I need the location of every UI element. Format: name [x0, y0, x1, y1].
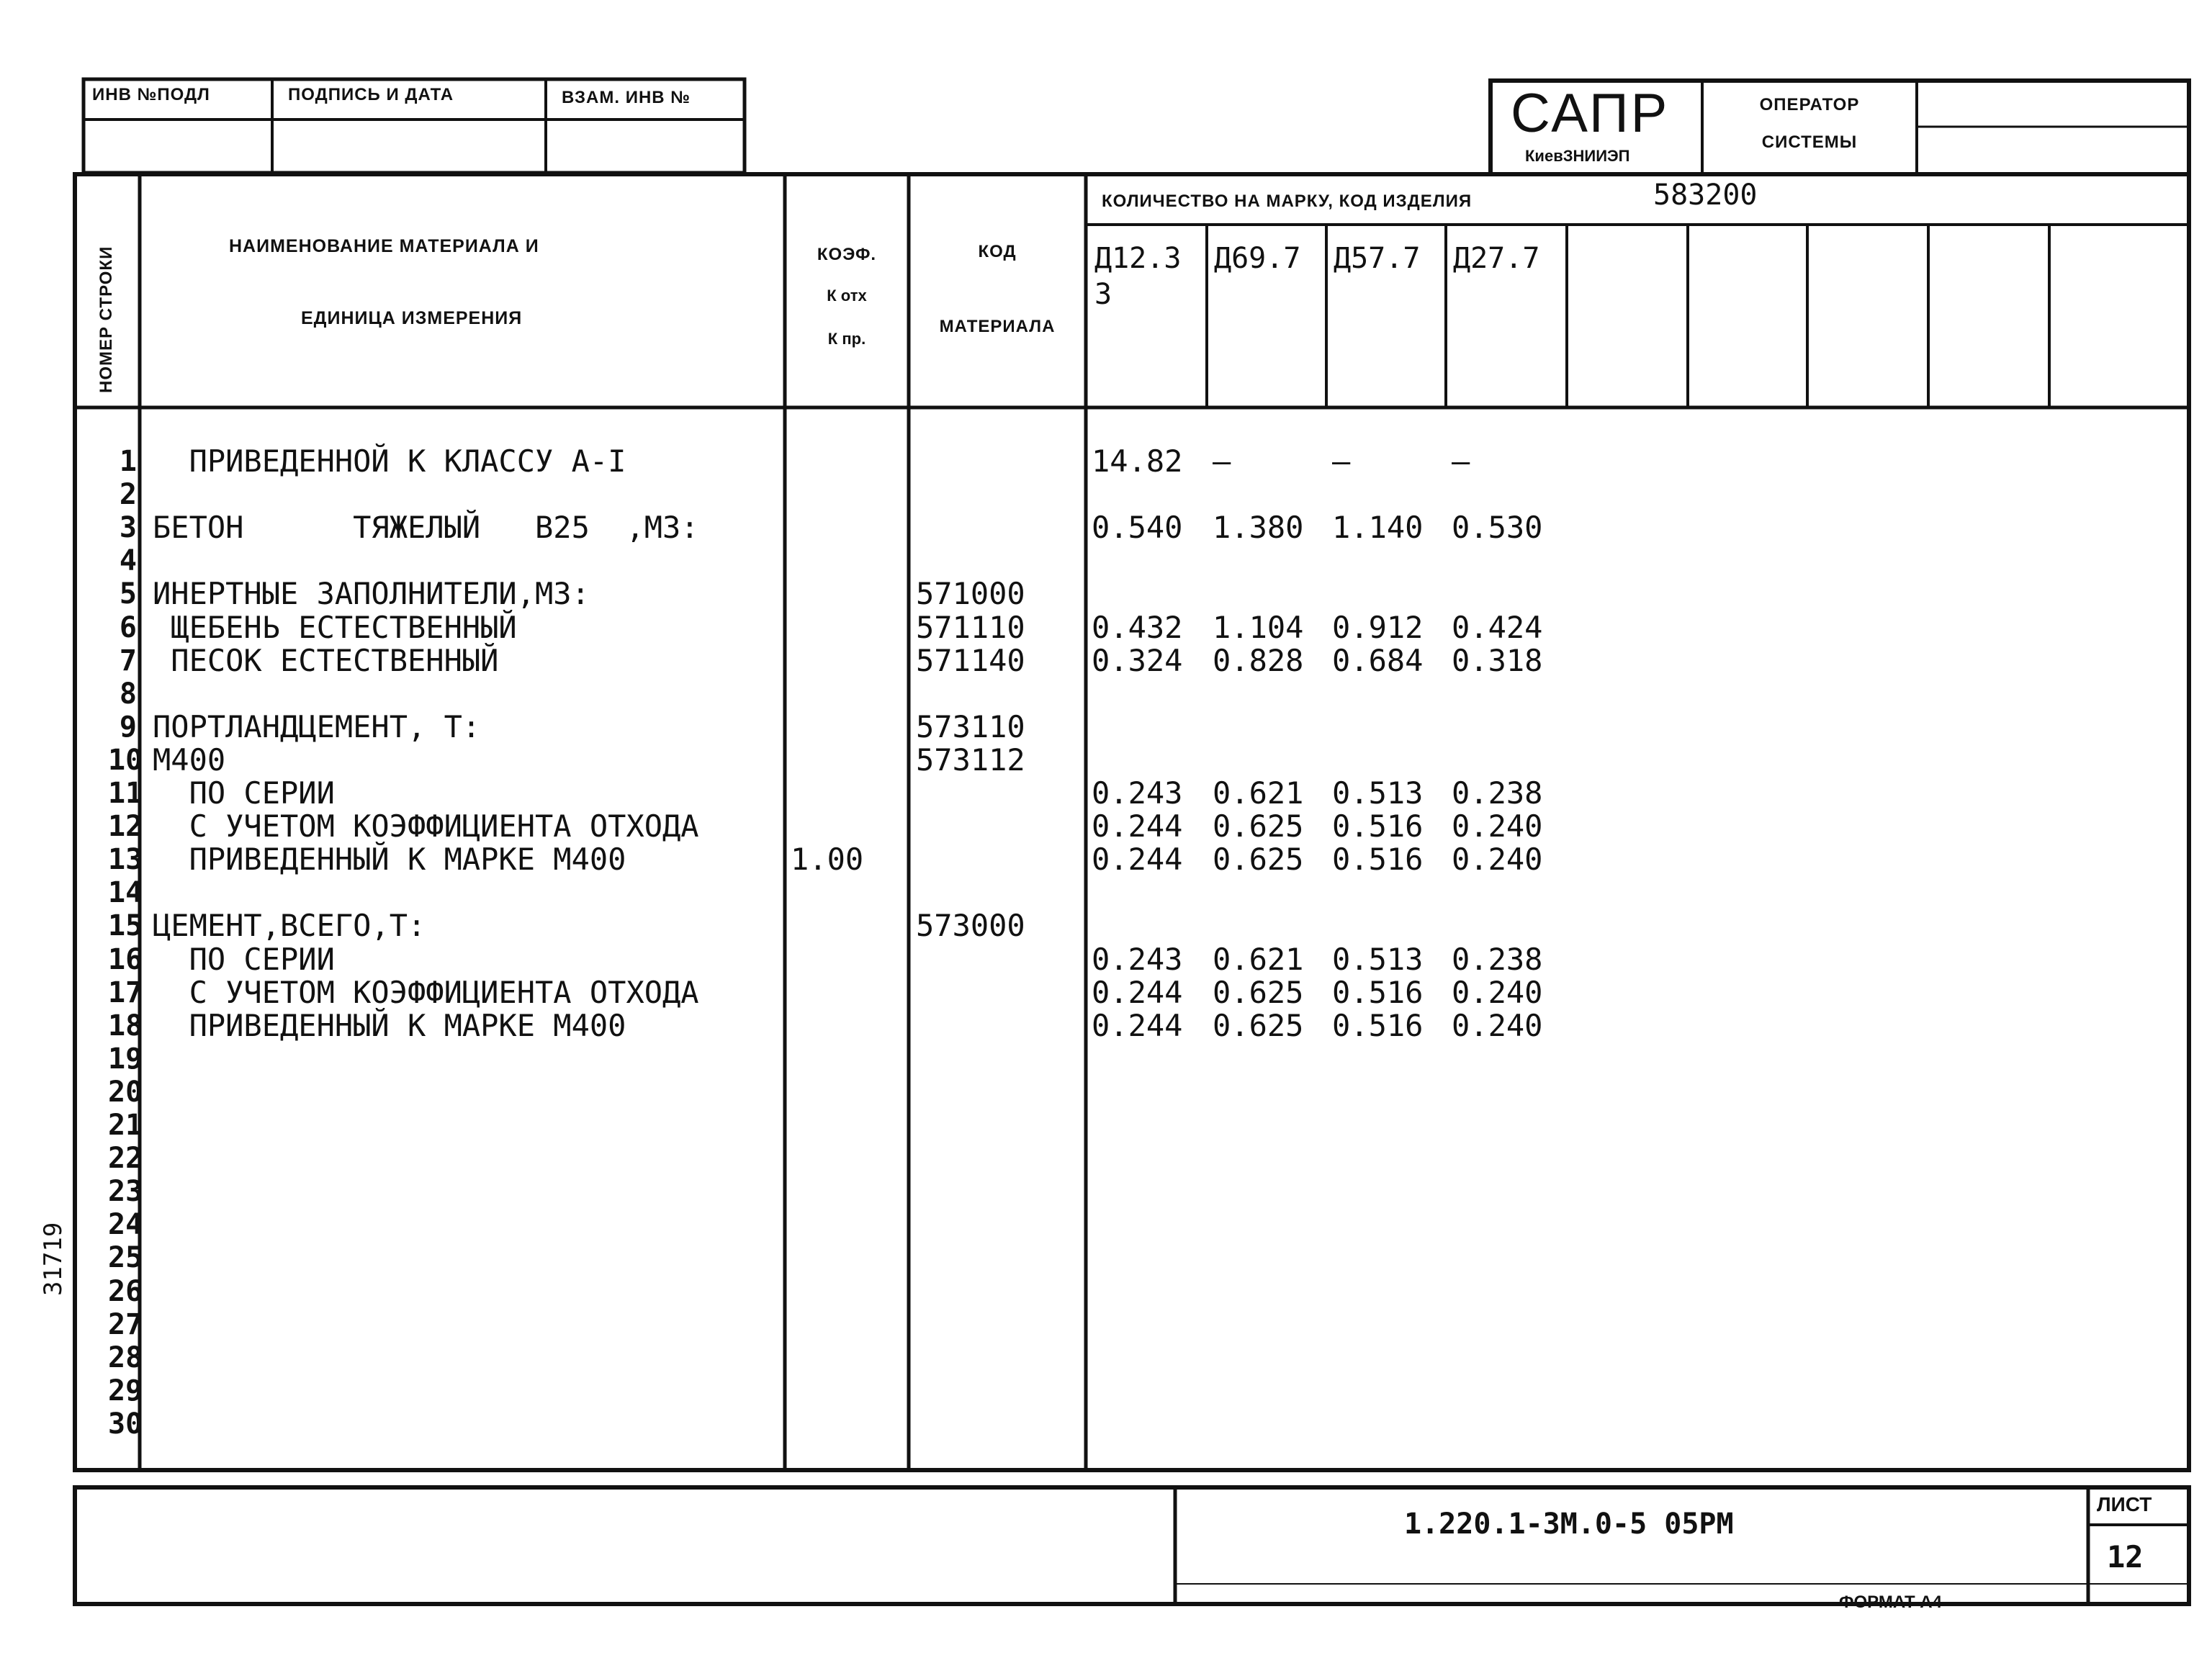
material-code: 573000 — [916, 908, 1025, 943]
qty-value: 0.238 — [1452, 942, 1543, 977]
material-name: ПО СЕРИИ — [153, 775, 335, 811]
row-number: 16 — [108, 943, 143, 976]
row-number: 21 — [108, 1109, 143, 1142]
row-number: 24 — [108, 1208, 143, 1241]
row-number: 27 — [108, 1308, 143, 1341]
material-name: ПРИВЕДЕННЫЙ К МАРКЕ М400 — [153, 842, 626, 877]
row-number: 1 — [119, 445, 137, 478]
qty-value: 1.104 — [1213, 610, 1304, 645]
product-code: 583200 — [1653, 179, 1758, 212]
qty-value: 0.243 — [1092, 775, 1183, 811]
qty-value: 0.540 — [1092, 510, 1183, 545]
material-name: ПОРТЛАНДЦЕМЕНТ, Т: — [153, 709, 481, 744]
row-number: 23 — [108, 1175, 143, 1208]
operator-label-2: СИСТЕМЫ — [1761, 132, 1858, 152]
qty-value: 0.240 — [1452, 1008, 1543, 1043]
row-number: 17 — [108, 976, 143, 1009]
row-number: 12 — [108, 810, 143, 843]
qty-value: 0.516 — [1332, 842, 1424, 877]
material-name: М400 — [153, 742, 226, 778]
qty-value: – — [1332, 443, 1351, 479]
row-number: 20 — [108, 1076, 143, 1109]
row-number: 26 — [108, 1275, 143, 1308]
qty-value: 0.324 — [1092, 643, 1183, 678]
qty-value: 0.621 — [1213, 775, 1304, 811]
qty-value: 14.82 — [1092, 443, 1183, 479]
qty-value: 0.244 — [1092, 975, 1183, 1010]
material-name: ПРИВЕДЕННЫЙ К МАРКЕ М400 — [153, 1008, 626, 1043]
row-number: 11 — [108, 777, 143, 810]
material-name: ИНЕРТНЫЕ ЗАПОЛНИТЕЛИ,М3: — [153, 576, 590, 611]
stamp-inv-podl-label: ИНВ №ПОДЛ — [92, 85, 210, 104]
row-number: 30 — [108, 1407, 143, 1441]
material-name-header-1: НАИМЕНОВАНИЕ МАТЕРИАЛА И — [229, 236, 539, 256]
qty-value: 0.244 — [1092, 808, 1183, 844]
sapr-logo-sub: КиевЗНИИЭП — [1525, 147, 1630, 165]
mark-col-4: Д27.7 — [1453, 242, 1540, 275]
qty-value: 0.244 — [1092, 1008, 1183, 1043]
material-name: С УЧЕТОМ КОЭФФИЦИЕНТА ОТХОДА — [153, 808, 699, 844]
code-header-1: КОД — [978, 242, 1017, 261]
sapr-logo: САПР — [1511, 83, 1670, 144]
qty-value: 1.380 — [1213, 510, 1304, 545]
qty-value: 0.432 — [1092, 610, 1183, 645]
row-number: 6 — [119, 611, 137, 644]
qty-value: 0.684 — [1332, 643, 1424, 678]
material-name: С УЧЕТОМ КОЭФФИЦИЕНТА ОТХОДА — [153, 975, 699, 1010]
qty-value: 0.424 — [1452, 610, 1543, 645]
qty-value: 0.513 — [1332, 775, 1424, 811]
row-number: 19 — [108, 1042, 143, 1076]
qty-value: 0.240 — [1452, 842, 1543, 877]
row-number: 8 — [119, 677, 137, 711]
qty-value: 0.625 — [1213, 975, 1304, 1010]
mark-col-3: Д57.7 — [1334, 242, 1421, 275]
koef-header-1: КОЭФ. — [817, 245, 877, 264]
qty-value: 0.318 — [1452, 643, 1543, 678]
material-name: ПРИВЕДЕННОЙ К КЛАССУ А-I — [153, 443, 626, 479]
mark-col-1-suffix: 3 — [1094, 278, 1112, 311]
qty-value: 0.240 — [1452, 808, 1543, 844]
row-number: 22 — [108, 1142, 143, 1175]
qty-value: – — [1213, 443, 1231, 479]
qty-value: 0.513 — [1332, 942, 1424, 977]
document-code: 1.220.1-3М.0-5 05РМ — [1404, 1508, 1734, 1541]
row-number: 7 — [119, 644, 137, 677]
operator-label-1: ОПЕРАТОР — [1759, 95, 1860, 114]
qty-value: 0.912 — [1332, 610, 1424, 645]
row-number: 18 — [108, 1009, 143, 1042]
row-number: 5 — [119, 577, 137, 611]
material-name: ЩЕБЕНЬ ЕСТЕСТВЕННЫЙ — [153, 610, 517, 645]
row-number: 25 — [108, 1241, 143, 1274]
stamp-podpis-data-label: ПОДПИСЬ И ДАТА — [288, 85, 454, 104]
qty-value: 0.240 — [1452, 975, 1543, 1010]
qty-value: 0.516 — [1332, 1008, 1424, 1043]
format-label: ФОРМАТ А4 — [1839, 1592, 1942, 1612]
row-number-header: НОМЕР СТРОКИ — [96, 245, 116, 393]
row-number: 29 — [108, 1374, 143, 1407]
mark-col-2: Д69.7 — [1214, 242, 1301, 275]
qty-value: 0.828 — [1213, 643, 1304, 678]
mark-col-1: Д12.3 — [1094, 242, 1182, 275]
material-name: БЕТОН ТЯЖЕЛЫЙ В25 ,М3: — [153, 510, 699, 545]
sheet-label: ЛИСТ — [2097, 1493, 2152, 1515]
qty-value: 1.140 — [1332, 510, 1424, 545]
qty-value: 0.530 — [1452, 510, 1543, 545]
row-number: 2 — [119, 478, 137, 511]
row-number: 28 — [108, 1341, 143, 1374]
qty-value: 0.625 — [1213, 808, 1304, 844]
row-number: 14 — [108, 876, 143, 909]
margin-note: 31719 — [39, 1222, 68, 1296]
qty-value: 0.625 — [1213, 842, 1304, 877]
code-header-2: МАТЕРИАЛА — [939, 317, 1056, 336]
row-number: 3 — [119, 511, 137, 544]
qty-value: 0.621 — [1213, 942, 1304, 977]
stamp-vzam-inv-label: ВЗАМ. ИНВ № — [562, 88, 691, 107]
koef-value: 1.00 — [791, 842, 864, 877]
sheet-number: 12 — [2107, 1539, 2144, 1574]
qty-value: 0.238 — [1452, 775, 1543, 811]
qty-value: 0.516 — [1332, 808, 1424, 844]
row-number: 4 — [119, 544, 137, 577]
qty-value: – — [1452, 443, 1470, 479]
row-number: 10 — [108, 744, 143, 777]
row-number: 15 — [108, 909, 143, 942]
qty-value: 0.516 — [1332, 975, 1424, 1010]
qty-value: 0.625 — [1213, 1008, 1304, 1043]
material-code: 573110 — [916, 709, 1025, 744]
koef-header-2: К отх — [827, 287, 867, 305]
material-name: ПЕСОК ЕСТЕСТВЕННЫЙ — [153, 643, 499, 678]
material-code: 571000 — [916, 576, 1025, 611]
material-code: 571140 — [916, 643, 1025, 678]
material-name-header-2: ЕДИНИЦА ИЗМЕРЕНИЯ — [301, 308, 523, 328]
row-number: 9 — [119, 711, 137, 744]
row-number: 13 — [108, 843, 143, 876]
qty-per-mark-label: КОЛИЧЕСТВО НА МАРКУ, КОД ИЗДЕЛИЯ — [1102, 192, 1473, 211]
qty-value: 0.243 — [1092, 942, 1183, 977]
material-name: ПО СЕРИИ — [153, 942, 335, 977]
material-code: 573112 — [916, 742, 1025, 778]
material-code: 571110 — [916, 610, 1025, 645]
qty-value: 0.244 — [1092, 842, 1183, 877]
koef-header-3: К пр. — [827, 330, 866, 348]
material-name: ЦЕМЕНТ,ВСЕГО,Т: — [153, 908, 426, 943]
